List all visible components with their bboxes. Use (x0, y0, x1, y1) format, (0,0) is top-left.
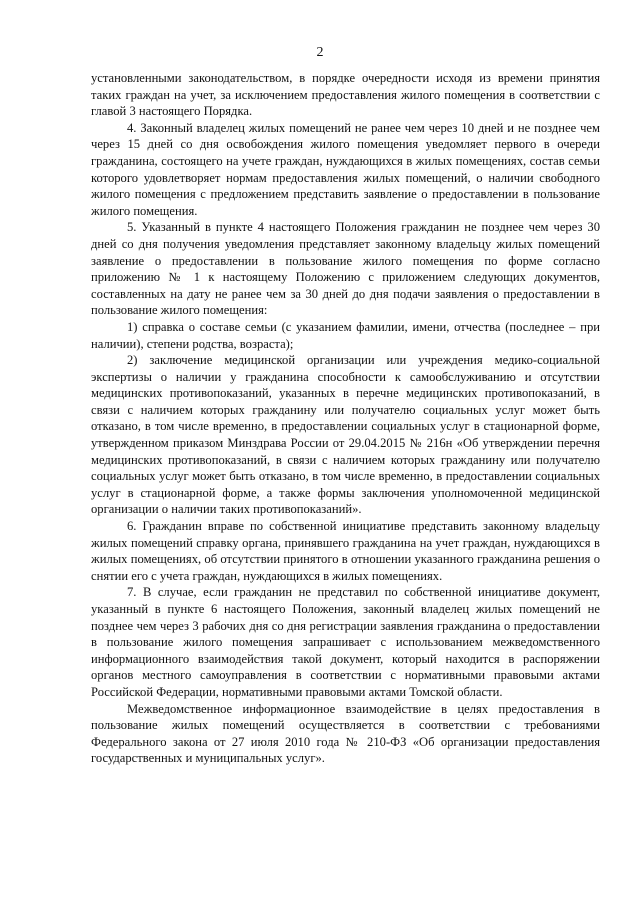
paragraph-item-5: 5. Указанный в пункте 4 настоящего Положения гражданин не позднее чем через 30 дней со дня получения уведомления представляет законному владельцу жилых помещений заявление о предоставлении в пользование жилого помещения по форме согласно приложению № 1 к настоящему Положению с приложением следующих документов, составленных на дату не ранее чем за 30 дней до дня подачи заявления о предоставлении в пользование жилого помещения: (91, 220, 600, 318)
document-body (91, 70, 600, 767)
paragraph-item-4: 4. Законный владелец жилых помещений не ранее чем через 10 дней и не позднее чем через 15 дней со дня освобождения жилого помещения уведомляет первого в очереди гражданина, состоящего на учете граждан, нуждающихся в жилых помещениях, состав семьи которого удовлетворяет нормам предоставления жилых помещений, о наличии свободного жилого помещения с предложением представить заявление о предоставлении в пользование жилого помещения. (91, 120, 600, 218)
subitem-2-medical-conclusion: 2) заключение медицинской организации или учреждения медико-социальной экспертизы о наличии у гражданина способности к самообслуживанию и отсутствии медицинских противопоказаний, указанных в перечне медицинских противопоказаний, в связи с наличием которых гражданину или получателю социальных услуг может быть отказано, в том числе временно, в предоставлении социальных услуг в стационарной форме, утвержденном приказом Минздрава России от 29.04.2015 № 216н «Об утверждении перечня медицинских противопоказаний, в связи с наличием которых гражданину или получателю социальных услуг может быть отказано, в том числе временно, в предоставлении социальных услуг в стационарной форме, а также формы заключения уполномоченной медицинской организации о наличии таких противопоказаний». (91, 353, 600, 517)
page-number: 2 (316, 45, 324, 60)
subitem-1-family-certificate: 1) справка о составе семьи (с указанием фамилии, имени, отчества (последнее – при наличии), степени родства, возраста); (91, 319, 600, 351)
paragraph-continuation: установленными законодательством, в порядке очередности исходя из времени принятия таких граждан на учет, за исключением предоставления жилого помещения в соответствии с главой 3 настоящего Порядка. (91, 71, 600, 119)
paragraph-interagency-interaction: Межведомственное информационное взаимодействие в целях предоставления в пользование жилых помещений осуществляется в соответствии с требованиями Федерального закона от 27 июля 2010 года № 210-ФЗ «Об организации предоставления государственных и муниципальных услуг». (91, 701, 600, 766)
paragraph-item-7: 7. В случае, если гражданин не представил по собственной инициативе документ, указанный в пункте 6 настоящего Положения, законный владелец жилых помещений не позднее чем через 3 рабочих дня со дня регистрации заявления гражданина о предоставлении в пользование жилого помещения запрашивает с использованием межведомственного информационного взаимодействия такой документ, который находится в распоряжении органов местного самоуправления в соответствии с нормативными правовыми актами Российской Федерации, нормативными правовыми актами Томской области. (91, 585, 600, 699)
paragraph-item-6: 6. Гражданин вправе по собственной инициативе представить законному владельцу жилых помещений справку органа, принявшего гражданина на учет граждан, нуждающихся в жилых помещениях, об отсутствии принятого в отношении указанного гражданина решения о снятии его с учета граждан, нуждающихся в жилых помещениях. (91, 519, 600, 583)
